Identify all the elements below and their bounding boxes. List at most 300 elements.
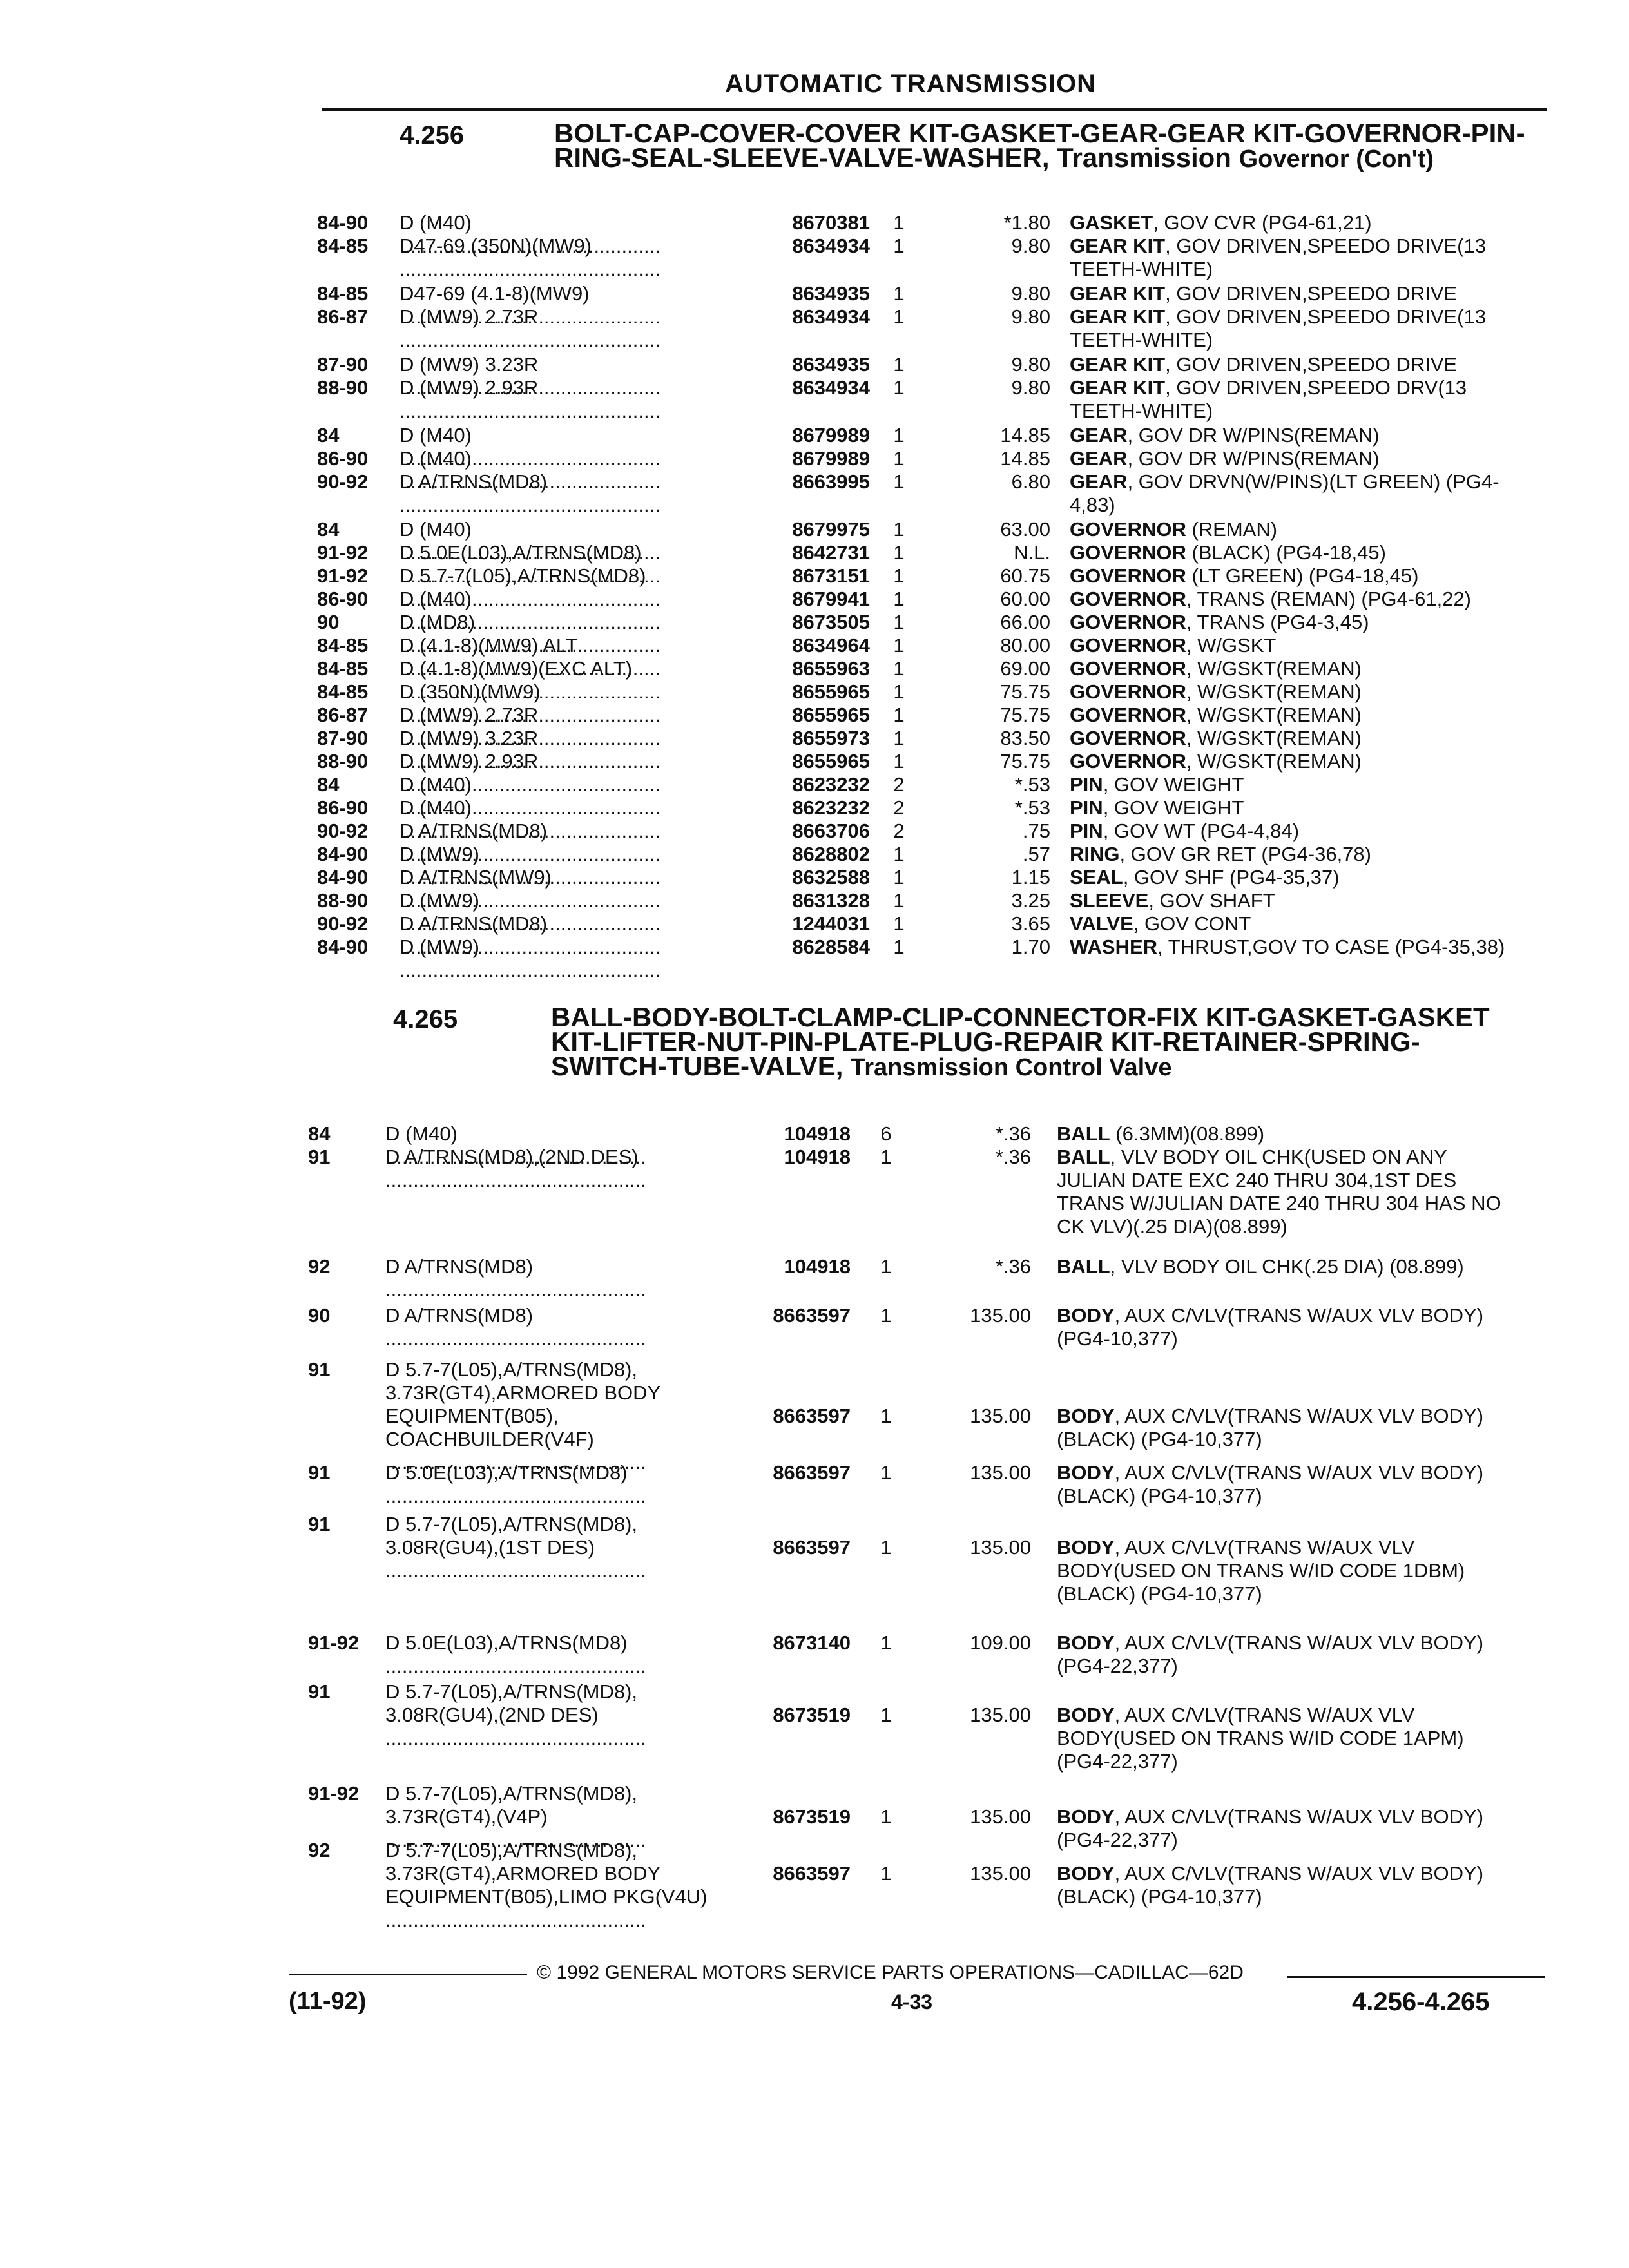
quantity: 1 [893,424,905,447]
part-name-detail: , AUX C/VLV(TRANS W/AUX VLV BODY(USED ON TRANS W/ID CODE 1APM) (PG4-22,377) [1057,1704,1464,1773]
part-name-detail: , GOV DRIVEN,SPEEDO DRIVE(13 TEETH-WHITE) [1070,235,1486,280]
quantity: 1 [893,680,905,703]
part-name-keyword: GEAR [1070,424,1128,447]
part-number: 8663597 [773,1304,851,1327]
part-name-detail: , W/GSKT(REMAN) [1186,704,1362,726]
part-name [1070,820,1540,843]
part-name-detail: , TRANS (REMAN) (PG4-61,22) [1186,588,1471,610]
quantity: 1 [880,1255,892,1278]
model-years: 87-90 [317,353,369,376]
quantity: 1 [893,889,905,912]
part-number: 8628802 [792,843,870,865]
part-name [1070,611,1540,634]
part-number: 104918 [784,1146,851,1168]
quantity: 1 [893,843,905,865]
part-name-detail: , AUX C/VLV(TRANS W/AUX VLV BODY) (PG4-22,377) [1057,1631,1484,1677]
part-name-detail: , GOV DRIVEN,SPEEDO DRV(13 TEETH-WHITE) [1070,376,1467,422]
part-name [1070,657,1540,680]
part-name-keyword: GASKET [1070,211,1153,234]
model-years: 86-90 [317,588,369,610]
unit-price: 135.00 [970,1536,1031,1559]
part-number: 8634934 [792,376,870,399]
unit-price: 60.00 [1000,588,1050,610]
application-description: D (MW9) 3.23R ..... [400,727,735,773]
quantity: 1 [893,564,905,587]
copyright-text: © 1992 GENERAL MOTORS SERVICE PARTS OPERATIONS—CADILLAC—62D [537,1962,1244,1983]
quantity: 2 [893,796,905,819]
application-description: D (MW9) 2.73R ..... [400,704,735,750]
model-years: 84 [317,424,340,447]
section-subtitle: Transmission Control Valve [851,1054,1172,1081]
model-years: 91-92 [308,1631,360,1654]
part-number: 8628584 [792,936,870,958]
application-description: D (MW9) 2.73R ..... [400,305,735,352]
part-number: 8655965 [792,750,870,773]
part-name [1070,680,1540,704]
unit-price: 135.00 [970,1704,1031,1726]
section-title-text: BOLT-CAP-COVER-COVER KIT-GASKET-GEAR-GEAR KIT-GOVERNOR-PIN-RING-SEAL-SLEEVE-VALVE-WASHER, Transmission [554,118,1525,173]
unit-price: .57 [1022,843,1050,865]
part-name [1057,1536,1508,1606]
application-description: D (M40) ..... [400,211,735,258]
application-description: D (MD8) ..... [400,611,735,657]
unit-price: 135.00 [970,1805,1031,1828]
unit-price: 69.00 [1000,657,1050,680]
quantity: 2 [893,773,905,796]
part-name-detail: , GOV SHAFT [1148,889,1275,912]
part-name-detail: , W/GSKT [1186,634,1277,657]
unit-price: 9.80 [1011,376,1050,399]
model-years: 86-87 [317,305,369,328]
part-name-detail: , GOV DRVN(W/PINS)(LT GREEN) (PG4-4,83) [1070,470,1499,516]
application-description: D (MW9) 3.23R ..... [400,353,735,399]
model-years: 86-90 [317,447,369,470]
part-name-detail: , AUX C/VLV(TRANS W/AUX VLV BODY)(BLACK) (PG4-10,377) [1057,1862,1484,1908]
model-years: 84 [308,1122,331,1145]
application-description: D 5.0E(L03),A/TRNS(MD8) ..... [385,1631,708,1678]
part-name-detail: , GOV GR RET (PG4-36,78) [1119,843,1371,865]
model-years: 88-90 [317,889,369,912]
application-description: D47-69 (4.1-8)(MW9) ..... [400,282,735,329]
part-name-keyword: BODY [1057,1536,1115,1559]
quantity: 1 [893,588,905,610]
application-description: D (4.1-8)(MW9)(EXC ALT) ..... [400,657,735,704]
part-number: 8679989 [792,447,870,470]
model-years: 90 [308,1304,331,1327]
part-name-detail: , AUX C/VLV(TRANS W/AUX VLV BODY)(BLACK) (PG4-10,377) [1057,1461,1484,1507]
model-years: 90-92 [317,820,369,842]
part-name-keyword: BODY [1057,1461,1115,1484]
part-name-keyword: GEAR KIT [1070,376,1166,399]
part-number: 8673140 [773,1631,851,1654]
part-name-detail: , AUX C/VLV(TRANS W/AUX VLV BODY) (PG4-10,377) [1057,1304,1484,1350]
application-description: D (M40) ..... [400,424,735,470]
part-number: 8634935 [792,353,870,376]
quantity: 1 [880,1461,892,1484]
part-name [1057,1631,1508,1678]
model-years: 92 [308,1839,331,1861]
part-name [1070,211,1540,235]
model-years: 84-90 [317,866,369,889]
unit-price: 1.15 [1011,866,1050,889]
model-years: 84 [317,518,340,541]
model-years: 84-85 [317,680,369,703]
unit-price: 83.50 [1000,727,1050,749]
part-name-detail: (LT GREEN) (PG4-18,45) [1186,564,1419,587]
part-number: 8642731 [792,541,870,564]
part-name [1070,235,1540,281]
part-name-detail: , TRANS (PG4-3,45) [1186,611,1369,633]
unit-price: 75.75 [1000,704,1050,726]
part-number: 8663597 [773,1536,851,1559]
quantity: 1 [893,936,905,958]
application-description: D47-69 (350N)(MW9) ..... [400,235,735,281]
part-number: 8663706 [792,820,870,842]
part-name [1070,282,1540,305]
application-description: D (M40) ..... [385,1122,708,1169]
part-name-detail: , VLV BODY OIL CHK(.25 DIA) (08.899) [1110,1255,1464,1278]
model-years: 86-90 [317,796,369,819]
unit-price: 14.85 [1000,424,1050,447]
part-number: 104918 [784,1255,851,1278]
part-name [1070,588,1540,611]
section-title-text: BALL-BODY-BOLT-CLAMP-CLIP-CONNECTOR-FIX KIT-GASKET-GASKET KIT-LIFTER-NUT-PIN-PLATE-PLUG-REPAIR KIT-RETAINER-SPRING-SWITCH-TUBE-VALVE, [551,1002,1490,1081]
application-description: D (MW9) 2.93R ..... [400,376,735,423]
part-number: 8673519 [773,1805,851,1828]
part-number: 8679941 [792,588,870,610]
quantity: 1 [893,518,905,541]
part-name-keyword: GOVERNOR [1070,750,1186,773]
model-years: 88-90 [317,750,369,773]
application-description: D A/TRNS(MD8) ..... [385,1255,708,1302]
part-name-keyword: SEAL [1070,866,1123,889]
part-name-detail: , GOV DRIVEN,SPEEDO DRIVE(13 TEETH-WHITE) [1070,305,1486,351]
unit-price: 135.00 [970,1405,1031,1427]
part-name [1070,773,1540,796]
part-name-keyword: BALL [1057,1255,1110,1278]
part-number: 8673505 [792,611,870,633]
part-name-keyword: VALVE [1070,912,1133,935]
header-rule [322,108,1547,111]
part-number: 8632588 [792,866,870,889]
model-years: 84-85 [317,657,369,680]
quantity: 1 [893,541,905,564]
unit-price: 66.00 [1000,611,1050,633]
model-years: 87-90 [317,727,369,749]
part-number: 8679989 [792,424,870,447]
application-description: D (350N)(MW9) ..... [400,680,735,727]
part-name-detail: , W/GSKT(REMAN) [1186,680,1362,703]
section-title [551,1002,1530,1081]
part-name-detail: , AUX C/VLV(TRANS W/AUX VLV BODY(USED ON TRANS W/ID CODE 1DBM)(BLACK) (PG4-10,377) [1057,1536,1465,1605]
footer-rule-right [1287,1976,1545,1978]
model-years: 84 [317,773,340,796]
part-name [1057,1304,1508,1350]
part-number: 8623232 [792,796,870,819]
model-years: 88-90 [317,376,369,399]
model-years: 84-85 [317,634,369,657]
unit-price: 9.80 [1011,353,1050,376]
unit-price: N.L. [1014,541,1050,564]
quantity: 1 [880,1862,892,1885]
quantity: 1 [893,376,905,399]
part-number: 8663597 [773,1405,851,1427]
application-description: D (4.1-8)(MW9) ALT ..... [400,634,735,680]
quantity: 1 [893,470,905,493]
unit-price: 135.00 [970,1862,1031,1885]
part-name [1057,1862,1508,1908]
application-description: D A/TRNS(MD8),(2ND DES) ..... [385,1146,708,1192]
quantity: 1 [880,1405,892,1427]
part-name-keyword: GOVERNOR [1070,588,1186,610]
unit-price: *.36 [995,1146,1031,1168]
application-description: D (M40) ..... [400,447,735,494]
quantity: 1 [893,634,905,657]
unit-price: 75.75 [1000,750,1050,773]
part-name [1070,866,1540,889]
part-number: 8631328 [792,889,870,912]
unit-price: 14.85 [1000,447,1050,470]
model-years: 91 [308,1513,331,1535]
part-name-detail: , AUX C/VLV(TRANS W/AUX VLV BODY)(BLACK) (PG4-10,377) [1057,1405,1484,1450]
unit-price: 9.80 [1011,235,1050,257]
page-number: 4-33 [891,1990,933,2013]
part-number: 8663597 [773,1461,851,1484]
application-description: D 5.7-7(L05),A/TRNS(MD8), 3.73R(GT4),ARMORED BODY EQUIPMENT(B05),LIMO PKG(V4U) ..... [385,1839,708,1932]
application-description: D 5.7-7(L05),A/TRNS(MD8), 3.08R(GU4),(1ST DES) ..... [385,1513,708,1582]
part-name [1070,889,1540,912]
section-subtitle: Governor (Con't) [1239,146,1434,173]
unit-price: 9.80 [1011,305,1050,328]
quantity: 1 [893,657,905,680]
part-name [1070,704,1540,727]
quantity: 1 [880,1631,892,1654]
model-years: 86-87 [317,704,369,726]
part-name-keyword: GOVERNOR [1070,564,1186,587]
quantity: 1 [893,235,905,257]
part-name [1070,541,1540,564]
part-name-detail: , W/GSKT(REMAN) [1186,750,1362,773]
model-years: 91-92 [317,564,369,587]
part-name-keyword: GOVERNOR [1070,634,1186,657]
model-years: 90 [317,611,340,633]
part-name [1070,470,1540,517]
unit-price: 75.75 [1000,680,1050,703]
part-name-keyword: RING [1070,843,1120,865]
unit-price: *.53 [1014,796,1050,819]
model-years: 91 [308,1146,331,1168]
application-description: D 5.0E(L03),A/TRNS(MD8) ..... [400,541,735,588]
quantity: 1 [893,727,905,749]
application-description: D (M40) ..... [400,588,735,634]
quantity: 2 [893,820,905,842]
unit-price: 9.80 [1011,282,1050,305]
model-years: 91 [308,1680,331,1703]
section-number: 4.256 [400,121,465,149]
unit-price: .75 [1022,820,1050,842]
model-years: 84-90 [317,936,369,958]
quantity: 1 [893,750,905,773]
part-name-keyword: BODY [1057,1631,1115,1654]
part-number: 8673151 [792,564,870,587]
part-name [1057,1405,1508,1451]
application-description: D 5.7-7(L05),A/TRNS(MD8), 3.73R(GT4),ARMORED BODY EQUIPMENT(B05), COACHBUILDER(V4F) ..... [385,1358,708,1474]
part-name-detail: , GOV DR W/PINS(REMAN) [1127,447,1380,470]
part-number: 1244031 [792,912,870,935]
part-name-keyword: PIN [1070,773,1103,796]
part-name-detail: , GOV SHF (PG4-35,37) [1123,866,1340,889]
issue-date: (11-92) [289,1988,367,2015]
model-years: 84-90 [317,843,369,865]
unit-price: 63.00 [1000,518,1050,541]
quantity: 1 [893,866,905,889]
part-name [1070,634,1540,657]
application-description: D 5.7-7(L05),A/TRNS(MD8), 3.08R(GU4),(2ND DES) ..... [385,1680,708,1750]
unit-price: *1.80 [1003,211,1050,234]
application-description: D (MW9) ..... [400,843,735,889]
model-years: 84-85 [317,282,369,305]
part-name [1070,936,1540,959]
part-name-keyword: PIN [1070,796,1103,819]
quantity: 1 [893,353,905,376]
application-description: D 5.7-7(L05),A/TRNS(MD8), 3.73R(GT4),(V4P) ..... [385,1782,708,1852]
application-description: D (M40) ..... [400,518,735,564]
model-years: 90-92 [317,470,369,493]
part-name-detail: , GOV DRIVEN,SPEEDO DRIVE [1165,353,1458,376]
part-number: 8679975 [792,518,870,541]
part-name-detail: , W/GSKT(REMAN) [1186,727,1362,749]
section-range: 4.256-4.265 [1352,1988,1490,2016]
part-name-detail: , THRUST,GOV TO CASE (PG4-35,38) [1157,936,1505,958]
quantity: 1 [893,704,905,726]
unit-price: 60.75 [1000,564,1050,587]
application-description: D A/TRNS(MD8) ..... [385,1304,708,1350]
part-number: 8623232 [792,773,870,796]
part-name-keyword: PIN [1070,820,1103,842]
part-name [1070,843,1540,866]
application-description: D (M40) ..... [400,796,735,843]
model-years: 91-92 [308,1782,360,1805]
part-name [1057,1805,1508,1852]
unit-price: *.53 [1014,773,1050,796]
part-name-keyword: GEAR KIT [1070,235,1166,257]
part-number: 8655965 [792,704,870,726]
part-name [1070,564,1540,588]
application-description: D (MW9) 2.93R ..... [400,750,735,796]
part-name [1057,1146,1508,1238]
unit-price: 109.00 [970,1631,1031,1654]
part-name-keyword: GEAR KIT [1070,305,1166,328]
part-name [1070,912,1540,936]
quantity: 1 [880,1704,892,1726]
application-description: D A/TRNS(MD8) ..... [400,820,735,866]
unit-price: *.36 [995,1255,1031,1278]
part-name-keyword: BODY [1057,1304,1115,1327]
unit-price: 1.70 [1011,936,1050,958]
application-description: D (MW9) ..... [400,889,735,936]
part-name [1070,750,1540,773]
part-name-keyword: GEAR [1070,447,1128,470]
quantity: 1 [893,447,905,470]
model-years: 90-92 [317,912,369,935]
model-years: 91 [308,1461,331,1484]
unit-price: 135.00 [970,1304,1031,1327]
application-description: D 5.7-7(L05),A/TRNS(MD8) ..... [400,564,735,611]
part-name-detail: , GOV WEIGHT [1103,796,1244,819]
part-name [1070,727,1540,750]
unit-price: 6.80 [1011,470,1050,493]
part-name-keyword: GEAR KIT [1070,353,1166,376]
footer-rule-left [289,1974,527,1975]
part-name-detail: , GOV WT (PG4-4,84) [1103,820,1300,842]
part-name-detail: , GOV WEIGHT [1103,773,1244,796]
part-name [1057,1122,1508,1146]
part-name-keyword: BALL [1057,1122,1110,1145]
part-number: 8663995 [792,470,870,493]
part-name-keyword: BODY [1057,1862,1115,1885]
quantity: 1 [893,912,905,935]
part-name-detail: , GOV DRIVEN,SPEEDO DRIVE [1165,282,1458,305]
quantity: 1 [880,1304,892,1327]
part-number: 8670381 [792,211,870,234]
application-description: D A/TRNS(MD8) ..... [400,470,735,517]
quantity: 1 [893,282,905,305]
part-name [1057,1255,1508,1278]
part-name-keyword: GOVERNOR [1070,680,1186,703]
quantity: 6 [880,1122,892,1145]
part-name-keyword: GOVERNOR [1070,727,1186,749]
part-name-keyword: GEAR [1070,470,1128,493]
part-name-detail: (REMAN) [1186,518,1278,541]
part-name-keyword: WASHER [1070,936,1158,958]
part-name [1070,424,1540,447]
part-name [1070,353,1540,376]
unit-price: 80.00 [1000,634,1050,657]
part-name-keyword: BODY [1057,1805,1115,1828]
application-description: D (MW9) ..... [400,936,735,982]
part-name-keyword: GOVERNOR [1070,518,1186,541]
application-description: D (M40) ..... [400,773,735,820]
unit-price: 135.00 [970,1461,1031,1484]
page-title: AUTOMATIC TRANSMISSION [725,70,1097,98]
part-number: 8655965 [792,680,870,703]
part-number: 8655973 [792,727,870,749]
section-title [554,118,1534,173]
model-years: 84-90 [317,211,369,234]
part-name-detail: , AUX C/VLV(TRANS W/AUX VLV BODY) (PG4-22,377) [1057,1805,1484,1851]
part-name-keyword: BODY [1057,1405,1115,1427]
part-name [1070,518,1540,541]
part-name-keyword: GOVERNOR [1070,704,1186,726]
section-number: 4.265 [393,1005,458,1033]
quantity: 1 [893,611,905,633]
quantity: 1 [893,305,905,328]
part-number: 8634964 [792,634,870,657]
model-years: 84-85 [317,235,369,257]
part-name-detail: , W/GSKT(REMAN) [1186,657,1362,680]
part-name [1070,376,1540,423]
model-years: 91 [308,1358,331,1381]
part-number: 8634934 [792,235,870,257]
part-number: 8663597 [773,1862,851,1885]
quantity: 1 [880,1805,892,1828]
quantity: 1 [880,1536,892,1559]
part-name-keyword: GEAR KIT [1070,282,1166,305]
part-number: 104918 [784,1122,851,1145]
part-name [1057,1461,1508,1508]
part-name-detail: , VLV BODY OIL CHK(USED ON ANY JULIAN DATE EXC 240 THRU 304,1ST DES TRANS W/JULIAN DATE 240 THRU 304 HAS NO CK VLV)(.25 DIA)(08.899) [1057,1146,1501,1238]
part-name-detail: (BLACK) (PG4-18,45) [1186,541,1386,564]
